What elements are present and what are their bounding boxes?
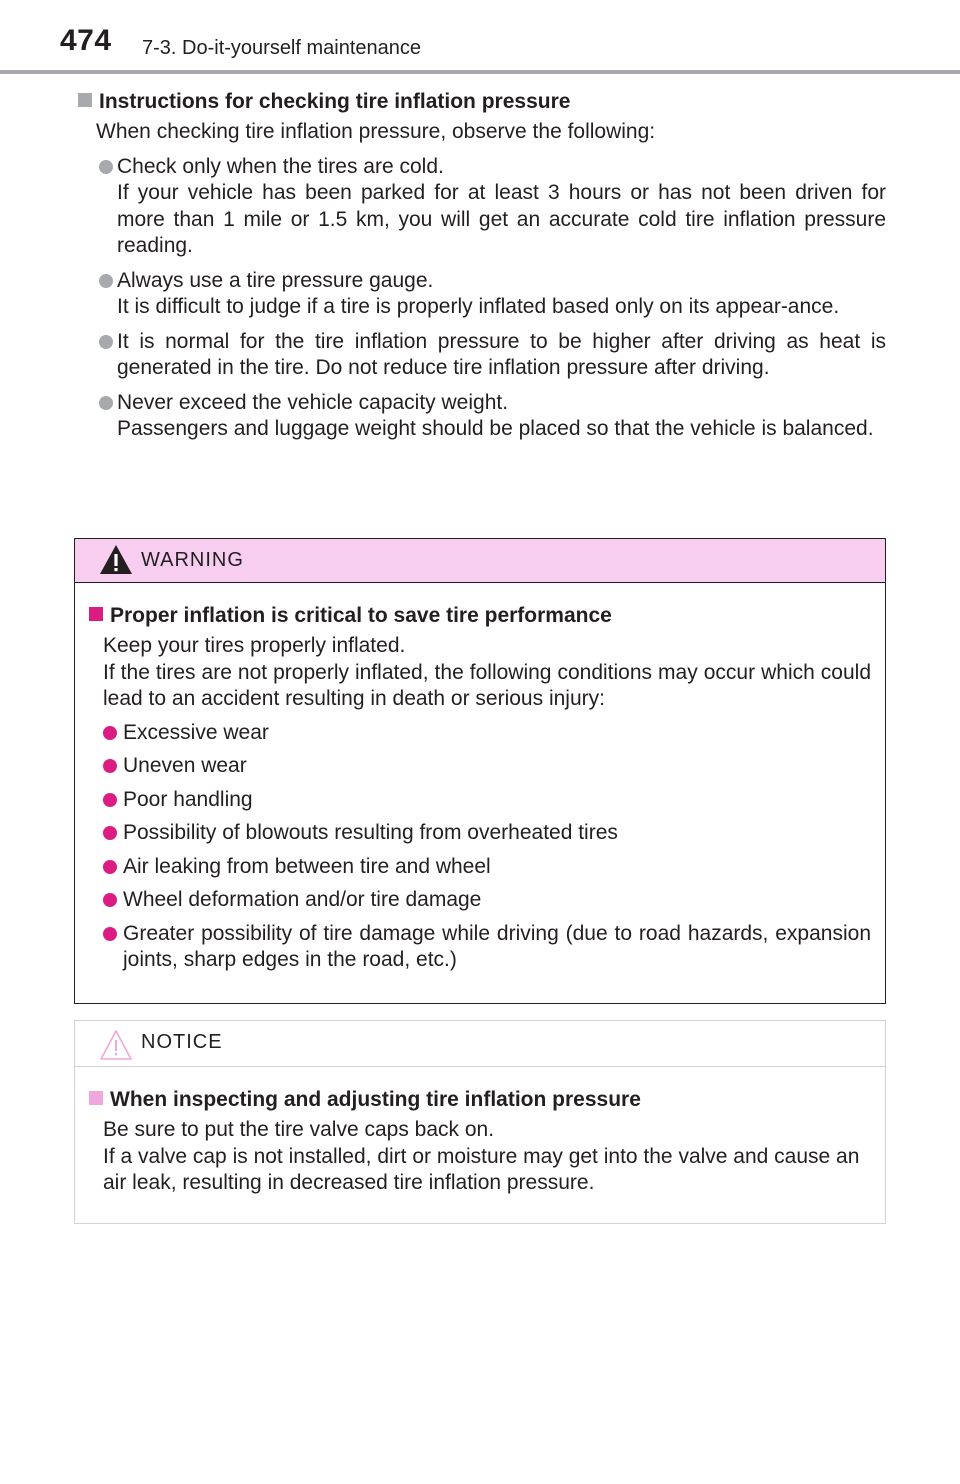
notice-label: NOTICE	[141, 1031, 223, 1053]
list-item	[89, 753, 871, 780]
notice-body	[75, 1067, 885, 1197]
notice-triangle-icon	[99, 1029, 133, 1061]
circle-bullet-icon	[99, 160, 113, 174]
circle-bullet-icon	[103, 927, 117, 941]
circle-bullet-icon	[103, 793, 117, 807]
circle-bullet-icon	[103, 860, 117, 874]
notice-box	[74, 1020, 886, 1224]
list-item-title: Check only when the tires are cold.	[117, 154, 444, 178]
warning-body	[75, 583, 885, 974]
instructions-intro: When checking tire inflation pressure, observe the following:	[96, 120, 656, 143]
list-item	[89, 854, 871, 881]
circle-bullet-icon	[99, 396, 113, 410]
circle-bullet-icon	[103, 759, 117, 773]
warning-heading	[89, 602, 871, 629]
list-item	[78, 268, 886, 321]
list-item-text: Uneven wear	[123, 754, 247, 777]
list-item	[89, 720, 871, 747]
circle-bullet-icon	[99, 274, 113, 288]
list-item	[89, 921, 871, 974]
circle-bullet-icon	[103, 826, 117, 840]
instructions-list	[78, 154, 886, 443]
list-item-title: Always use a tire pressure gauge.	[117, 268, 434, 292]
notice-line-2: If a valve cap is not installed, dirt or moisture may get into the valve and cause an air leak, resulting in decreased tire inflation pressure.	[103, 1144, 860, 1194]
warning-triangle-icon	[99, 544, 133, 576]
list-item-body: If your vehicle has been parked for at least 3 hours or has not been driven for more than 1 mile or 1.5 km, you will get an accurate cold tire inflation pressure reading.	[117, 181, 886, 257]
notice-header	[75, 1021, 885, 1067]
list-item	[78, 329, 886, 382]
warning-list	[89, 720, 871, 974]
warning-line-1: Keep your tires properly inflated.	[103, 634, 406, 657]
circle-bullet-icon	[103, 893, 117, 907]
square-icon	[78, 93, 92, 107]
list-item-body: It is difficult to judge if a tire is properly inflated based only on its appear-ance.	[117, 295, 840, 318]
list-item-body: Passengers and luggage weight should be placed so that the vehicle is balanced.	[117, 417, 874, 440]
notice-heading-text: When inspecting and adjusting tire inflation pressure	[110, 1088, 641, 1111]
list-item	[89, 820, 871, 847]
circle-bullet-icon	[99, 335, 113, 349]
square-icon	[89, 1091, 103, 1105]
list-item-title: Never exceed the vehicle capacity weight.	[117, 390, 509, 414]
list-item-text: Possibility of blowouts resulting from overheated tires	[123, 821, 618, 844]
list-item	[89, 787, 871, 814]
page-number: 474	[60, 24, 112, 57]
list-item-text: Greater possibility of tire damage while driving (due to road hazards, expansion joints, sharp edges in the road, etc.)	[123, 921, 871, 971]
warning-heading-text: Proper inflation is critical to save tire performance	[110, 604, 612, 627]
list-item	[78, 390, 886, 443]
list-item-text: Poor handling	[123, 787, 253, 811]
circle-bullet-icon	[103, 726, 117, 740]
list-item	[89, 887, 871, 914]
notice-heading	[89, 1086, 871, 1113]
warning-box	[74, 538, 886, 1004]
section-title: 7-3. Do-it-yourself maintenance	[142, 37, 422, 59]
square-icon	[89, 607, 103, 621]
list-item-body: It is normal for the tire inflation pressure to be higher after driving as heat is generated in the tire. Do not reduce tire inflation pressure after driving.	[117, 329, 886, 379]
warning-line-2: If the tires are not properly inflated, the following conditions may occur which could lead to an accident resulting in death or serious injury:	[103, 660, 871, 710]
page-header	[0, 0, 960, 78]
instructions-section	[78, 88, 886, 443]
warning-label: WARNING	[141, 549, 244, 571]
notice-line-1: Be sure to put the tire valve caps back on.	[103, 1118, 495, 1141]
list-item-text: Wheel deformation and/or tire damage	[123, 888, 482, 911]
list-item-text: Air leaking from between tire and wheel	[123, 854, 491, 878]
warning-header	[75, 539, 885, 583]
instructions-heading-text: Instructions for checking tire inflation pressure	[99, 90, 571, 113]
instructions-heading	[78, 88, 886, 115]
header-rule	[0, 70, 960, 74]
list-item-text: Excessive wear	[123, 720, 269, 744]
list-item	[78, 154, 886, 260]
